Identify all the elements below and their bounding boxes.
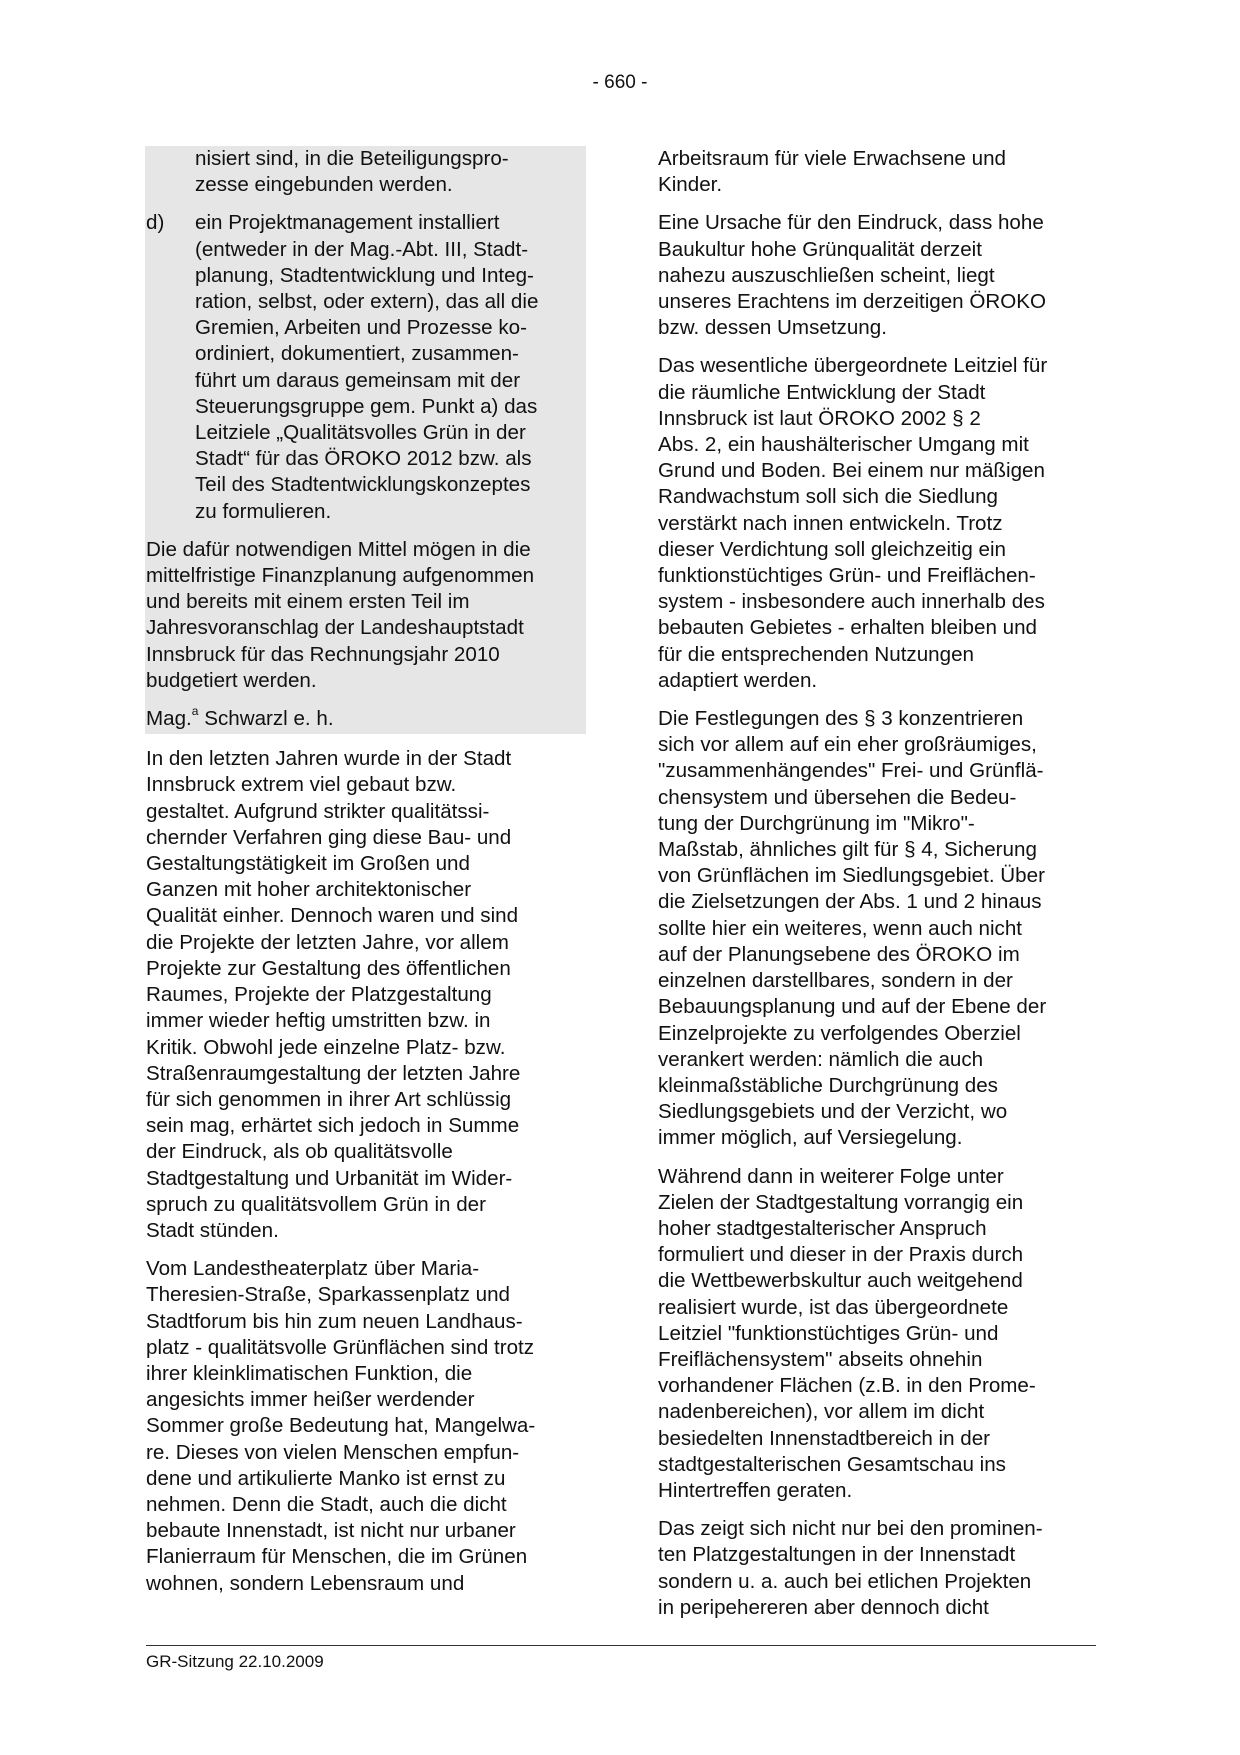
text-line: die räumliche Entwicklung der Stadt [658, 380, 986, 404]
text-line: Flanierraum für Menschen, die im Grünen [146, 1545, 528, 1569]
text-line: nisiert sind, in die Beteiligungspro- [195, 147, 509, 170]
text-line: Theresien-Straße, Sparkassenplatz und [146, 1283, 511, 1307]
text-line: Stadtforum bis hin zum neuen Landhaus- [146, 1309, 523, 1333]
text-line: realisiert wurde, ist das übergeordnete [658, 1295, 1009, 1319]
text-line: Während dann in weiterer Folge unter [658, 1164, 1004, 1188]
text-line: dieser Verdichtung soll gleichzeitig ein [658, 537, 1007, 561]
funding-paragraph [146, 537, 586, 694]
text-line: Kritik. Obwohl jede einzelne Platz- bzw. [146, 1035, 506, 1059]
text-line: "zusammenhängendes" Frei- und Grünflä- [658, 759, 1044, 783]
text-line: Innsbruck für das Rechnungsjahr 2010 [146, 642, 500, 666]
text-line: tung der Durchgrünung im "Mikro"- [658, 811, 975, 835]
text-line: Randwachstum soll sich die Siedlung [658, 485, 998, 509]
shaded-motion-block [145, 146, 586, 734]
text-line: Die Festlegungen des § 3 konzentrieren [658, 707, 1024, 731]
text-line: Projekte zur Gestaltung des öffentlichen [146, 956, 511, 980]
text-line: einzelnen darstellbares, sondern in der [658, 969, 1013, 993]
text-line: Abs. 2, ein haushälterischer Umgang mit [658, 433, 1029, 457]
text-line: chernder Verfahren ging diese Bau- und [146, 825, 512, 849]
signature-superscript: a [191, 704, 199, 719]
text-line: die Zielsetzungen der Abs. 1 und 2 hinaus [658, 890, 1042, 914]
text-line: dene und artikulierte Manko ist ernst zu [146, 1466, 506, 1490]
text-line: sich vor allem auf ein eher großräumiges, [658, 733, 1037, 757]
text-line: auf der Planungsebene des ÖROKO im [658, 942, 1020, 966]
text-line: die Wettbewerbskultur auch weitgehend [658, 1269, 1023, 1293]
signature-prefix: Mag. [146, 707, 192, 731]
list-item-d [146, 210, 586, 524]
body-paragraph [658, 146, 1098, 198]
text-line: wohnen, sondern Lebensraum und [146, 1571, 465, 1595]
text-line: Leitziele „Qualitätsvolles Grün in der [195, 421, 526, 445]
signature-name: Schwarzl e. h. [198, 707, 334, 731]
text-line: adaptiert werden. [658, 668, 818, 692]
text-line: Innsbruck ist laut ÖROKO 2002 § 2 [658, 406, 981, 430]
footer-divider [146, 1645, 1096, 1646]
text-line: nehmen. Denn die Stadt, auch die dicht [146, 1492, 507, 1516]
footer-text: GR-Sitzung 22.10.2009 [146, 1652, 324, 1671]
text-line: Raumes, Projekte der Platzgestaltung [146, 983, 492, 1007]
text-line: nadenbereichen), vor allem im dicht [658, 1400, 985, 1424]
text-line: Stadtgestaltung und Urbanität im Wider- [146, 1166, 513, 1190]
text-line: unseres Erachtens im derzeitigen ÖROKO [658, 290, 1047, 314]
body-paragraph [658, 1516, 1098, 1621]
text-line: (entweder in der Mag.-Abt. III, Stadt- [195, 237, 529, 261]
text-line: Zielen der Stadtgestaltung vorrangig ein [658, 1190, 1024, 1214]
text-line: in peripehereren aber dennoch dicht [658, 1595, 989, 1619]
text-line: angesichts immer heißer werdender [146, 1388, 475, 1412]
text-line: Freiflächensystem" abseits ohnehin [658, 1347, 983, 1371]
text-line: Leitziel "funktionstüchtiges Grün- und [658, 1321, 999, 1345]
text-line: mittelfristige Finanzplanung aufgenommen [146, 564, 535, 588]
text-line: ein Projektmanagement installiert [195, 211, 500, 235]
text-line: bebauten Gebietes - erhalten bleiben und [658, 616, 1037, 640]
text-line: besiedelten Innenstadtbereich in der [658, 1426, 991, 1450]
text-line: planung, Stadtentwicklung und Integ- [195, 263, 534, 287]
text-line: gestaltet. Aufgrund strikter qualitätssi- [146, 799, 490, 823]
text-line: Einzelprojekte zu verfolgendes Oberziel [658, 1021, 1021, 1045]
text-line: Baukultur hohe Grünqualität derzeit [658, 237, 982, 261]
text-line: Vom Landestheaterplatz über Maria- [146, 1257, 480, 1281]
text-line: budgetiert werden. [146, 668, 317, 692]
text-line: Stadt stünden. [146, 1218, 279, 1242]
text-line: immer möglich, auf Versiegelung. [658, 1126, 963, 1150]
list-item-text [195, 210, 586, 524]
text-line: Eine Ursache für den Eindruck, dass hohe [658, 211, 1044, 235]
text-line: für sich genommen in ihrer Art schlüssig [146, 1087, 512, 1111]
text-line: Stadt“ für das ÖROKO 2012 bzw. als [195, 447, 532, 471]
body-paragraph [658, 706, 1098, 1151]
signature [146, 706, 586, 732]
body-paragraph [658, 1164, 1098, 1505]
text-line: ihrer kleinklimatischen Funktion, die [146, 1361, 473, 1385]
text-line: ration, selbst, oder extern), das all die [195, 290, 539, 314]
body-paragraph [658, 210, 1098, 341]
text-line: Siedlungsgebiets und der Verzicht, wo [658, 1100, 1008, 1124]
text-line: system - insbesondere auch innerhalb des [658, 590, 1045, 614]
text-line: bebaute Innenstadt, ist nicht nur urbaner [146, 1519, 516, 1543]
text-line: Teil des Stadtentwicklungskonzeptes [195, 473, 531, 497]
text-line: stadtgestalterischen Gesamtschau ins [658, 1452, 1006, 1476]
text-line: und bereits mit einem ersten Teil im [146, 590, 470, 614]
text-line: die Projekte der letzten Jahre, vor allem [146, 930, 509, 954]
text-line: Die dafür notwendigen Mittel mögen in die [146, 537, 531, 561]
text-line: von Grünflächen im Siedlungsgebiet. Über [658, 864, 1045, 888]
text-line: Steuerungsgruppe gem. Punkt a) das [195, 394, 538, 418]
text-line: In den letzten Jahren wurde in der Stadt [146, 747, 512, 771]
text-line: Gestaltungstätigkeit im Großen und [146, 852, 470, 876]
text-line: spruch zu qualitätsvollem Grün in der [146, 1192, 486, 1216]
text-line: führt um daraus gemeinsam mit der [195, 368, 521, 392]
text-line: Bebauungsplanung und auf der Ebene der [658, 995, 1047, 1019]
text-line: Qualität einher. Dennoch waren und sind [146, 904, 519, 928]
body-paragraph [658, 353, 1098, 694]
text-line: kleinmaßstäbliche Durchgrünung des [658, 1073, 998, 1097]
text-line: immer wieder heftig umstritten bzw. in [146, 1009, 491, 1033]
left-column [146, 146, 586, 1597]
text-line: bzw. dessen Umsetzung. [658, 316, 887, 340]
body-paragraph [146, 746, 586, 1244]
text-line: verankert werden: nämlich die auch [658, 1047, 984, 1071]
page-number: - 660 - [592, 72, 648, 93]
text-line: der Eindruck, als ob qualitätsvolle [146, 1140, 453, 1164]
text-line: sein mag, erhärtet sich jedoch in Summe [146, 1114, 520, 1138]
text-line: sollte hier ein weiteres, wenn auch nicht [658, 916, 1023, 940]
text-line: Maßstab, ähnliches gilt für § 4, Sicherung [658, 838, 1037, 862]
text-line: Hintertreffen geraten. [658, 1478, 853, 1502]
text-line: Das wesentliche übergeordnete Leitziel für [658, 354, 1048, 378]
text-line: funktionstüchtiges Grün- und Freiflächen- [658, 564, 1036, 588]
right-column [658, 146, 1098, 1621]
text-line: vorhandener Flächen (z.B. in den Prome- [658, 1374, 1036, 1398]
text-line: ordiniert, dokumentiert, zusammen- [195, 342, 519, 366]
text-line: verstärkt nach innen entwickeln. Trotz [658, 511, 1003, 535]
text-line: re. Dieses von vielen Menschen empfun- [146, 1440, 520, 1464]
text-line: Ganzen mit hoher architektonischer [146, 878, 472, 902]
text-line: zu formulieren. [195, 499, 332, 523]
text-line: formuliert und dieser in der Praxis durch [658, 1243, 1024, 1267]
text-line: platz - qualitätsvolle Grünflächen sind trotz [146, 1335, 535, 1359]
text-line: Gremien, Arbeiten und Prozesse ko- [195, 316, 527, 340]
continuation-paragraph [146, 146, 586, 198]
text-line: chensystem und übersehen die Bedeu- [658, 785, 1017, 809]
text-line: Straßenraumgestaltung der letzten Jahre [146, 1061, 521, 1085]
text-line: ten Platzgestaltungen in der Innenstadt [658, 1543, 1016, 1567]
text-line: Das zeigt sich nicht nur bei den prominen- [658, 1517, 1043, 1541]
text-line: hoher stadtgestalterischer Anspruch [658, 1216, 987, 1240]
list-item-label: d) [146, 211, 165, 235]
text-line: Grund und Boden. Bei einem nur mäßigen [658, 459, 1045, 483]
body-paragraph [146, 1256, 586, 1597]
text-line: sondern u. a. auch bei etlichen Projekten [658, 1569, 1032, 1593]
text-line: zesse eingebunden werden. [195, 173, 453, 197]
text-line: Kinder. [658, 173, 723, 197]
text-line: nahezu auszuschließen scheint, liegt [658, 263, 995, 287]
text-line: für die entsprechenden Nutzungen [658, 642, 974, 666]
text-line: Innsbruck extrem viel gebaut bzw. [146, 773, 457, 797]
text-line: Sommer große Bedeutung hat, Mangelwa- [146, 1414, 536, 1438]
text-line: Jahresvoranschlag der Landeshauptstadt [146, 616, 524, 640]
text-line: Arbeitsraum für viele Erwachsene und [658, 147, 1006, 170]
